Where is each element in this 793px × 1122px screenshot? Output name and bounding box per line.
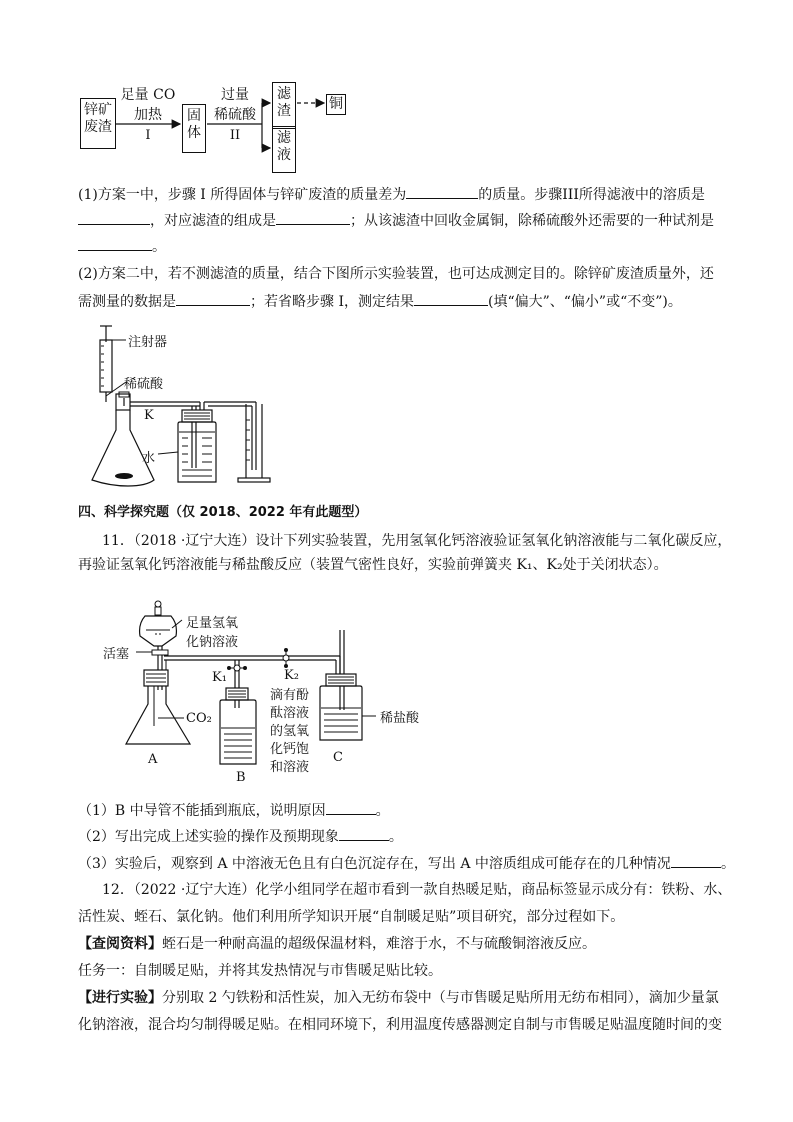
label-co2: CO₂ [186,711,212,726]
flow-step2-reagent-qty: 过量 [221,87,249,103]
label-vessel-a: A [148,752,158,767]
label-vessel-c: C [333,750,343,765]
answer-blank[interactable] [414,291,488,306]
flow-step1-reagent: 足量 CO [120,87,176,103]
q12-experiment-line2: 化钠溶液，混合均匀制得暖足贴。在相同环境下，利用温度传感器测定自制与市售暖足贴温度随时间的变 [78,1017,722,1033]
syringe-flask-cylinder-diagram [80,320,280,490]
answer-blank[interactable] [671,853,721,868]
answer-blank[interactable] [339,826,389,841]
flow-arrows [0,0,793,180]
q1-line2: ，对应滤渣的组成是 ；从该滤渣中回收金属铜，除稀硫酸外还需要的一种试剂是 [78,210,714,231]
q12-task1: 任务一：自制暖足贴，并将其发热情况与市售暖足贴比较。 [78,963,442,979]
label-b-solution-1: 滴有酚 [270,688,310,703]
flow-step2-reagent: 稀硫酸 [214,107,256,123]
answer-blank[interactable] [326,800,376,815]
answer-blank[interactable] [406,184,478,199]
q11-line2: 再验证氢氧化钙溶液能与稀盐酸反应（装置气密性良好，实验前弹簧夹 K₁、K₂处于关闭状态）。 [78,557,668,573]
flow-step1-condition: 加热 [134,107,162,123]
experiment-tag: 【进行实验】 [78,990,162,1006]
q11-part1: （1）B 中导管不能插到瓶底，说明原因 。 [78,800,390,821]
q11-part3: （3）实验后，观察到 A 中溶液无色且有白色沉淀存在，写出 A 中溶质组成可能存在的几种情况 。 [78,853,735,874]
answer-blank[interactable] [276,210,350,225]
label-b-solution-5: 和溶液 [270,760,310,775]
flow-box-copper: 铜 [326,94,346,115]
q11-part2: （2）写出完成上述实验的操作及预期现象 。 [78,826,403,847]
q1-line3: 。 [78,236,166,257]
label-syringe: 注射器 [128,335,168,350]
section-heading: 四、科学探究题（仅 2018、2022 年有此题型） [78,505,368,520]
label-vessel-b: B [236,770,246,785]
label-k-clamp: K [144,408,154,423]
label-b-solution-2: 酞溶液 [270,706,310,721]
reference-tag: 【查阅资料】 [78,936,162,952]
label-b-solution-4: 化钙饱 [270,742,310,757]
q2-line1: (2)方案二中，若不测滤渣的质量，结合下图所示实验装置，也可达成测定目的。除锌矿废渣质量外，还 [78,266,714,282]
label-stopcock: 活塞 [103,647,130,662]
label-naoh-line1: 足量氢氧 [186,616,239,631]
answer-blank[interactable] [78,210,150,225]
label-hcl: 稀盐酸 [380,711,420,726]
flow-step2-number: II [229,128,241,143]
flow-step1-number: I [145,128,151,143]
answer-blank[interactable] [78,236,152,251]
flow-box-filtrate: 滤 液 [272,126,296,173]
answer-blank[interactable] [176,291,250,306]
q12-reference: 【查阅资料】蛭石是一种耐高温的超级保温材料，难溶于水，不与硫酸铜溶液反应。 [78,936,596,952]
q1-line1: (1)方案一中，步骤 I 所得固体与锌矿废渣的质量差为 的质量。步骤III所得滤液中的溶质是 [78,184,705,205]
label-k1: K₁ [212,670,227,685]
label-dilute-sulfuric-acid: 稀硫酸 [124,377,164,392]
label-k2: K₂ [284,668,299,683]
q12-experiment-line1: 【进行实验】分别取 2 勺铁粉和活性炭，加入无纺布袋中（与市售暖足贴所用无纺布相同），滴加少量氯 [78,990,719,1006]
label-water: 水 [142,451,156,466]
q11-line1: 11．（2018 ·辽宁大连）设计下列实验装置，先用氢氧化钙溶液验证氢氧化钠溶液能与二氧化碳反应， [102,533,732,549]
flow-box-residue: 滤 渣 [272,82,296,129]
q12-line1: 12．（2022 ·辽宁大连）化学小组同学在超市看到一款自热暖足贴，商品标签显示成分有：铁粉、水、 [102,882,732,898]
flow-box-zinc-slag: 锌矿 废渣 [80,98,116,149]
flow-box-solid: 固 体 [182,104,206,153]
q12-line2: 活性炭、蛭石、氯化钠。他们利用所学知识开展“自制暖足贴”项目研究，部分过程如下。 [78,909,625,925]
q2-line2: 需测量的数据是 ；若省略步骤 I，测定结果 (填“偏大”、“偏小”或“不变”)。 [78,291,682,312]
label-naoh-line2: 化钠溶液 [186,635,239,650]
label-b-solution-3: 的氢氧 [270,724,310,739]
